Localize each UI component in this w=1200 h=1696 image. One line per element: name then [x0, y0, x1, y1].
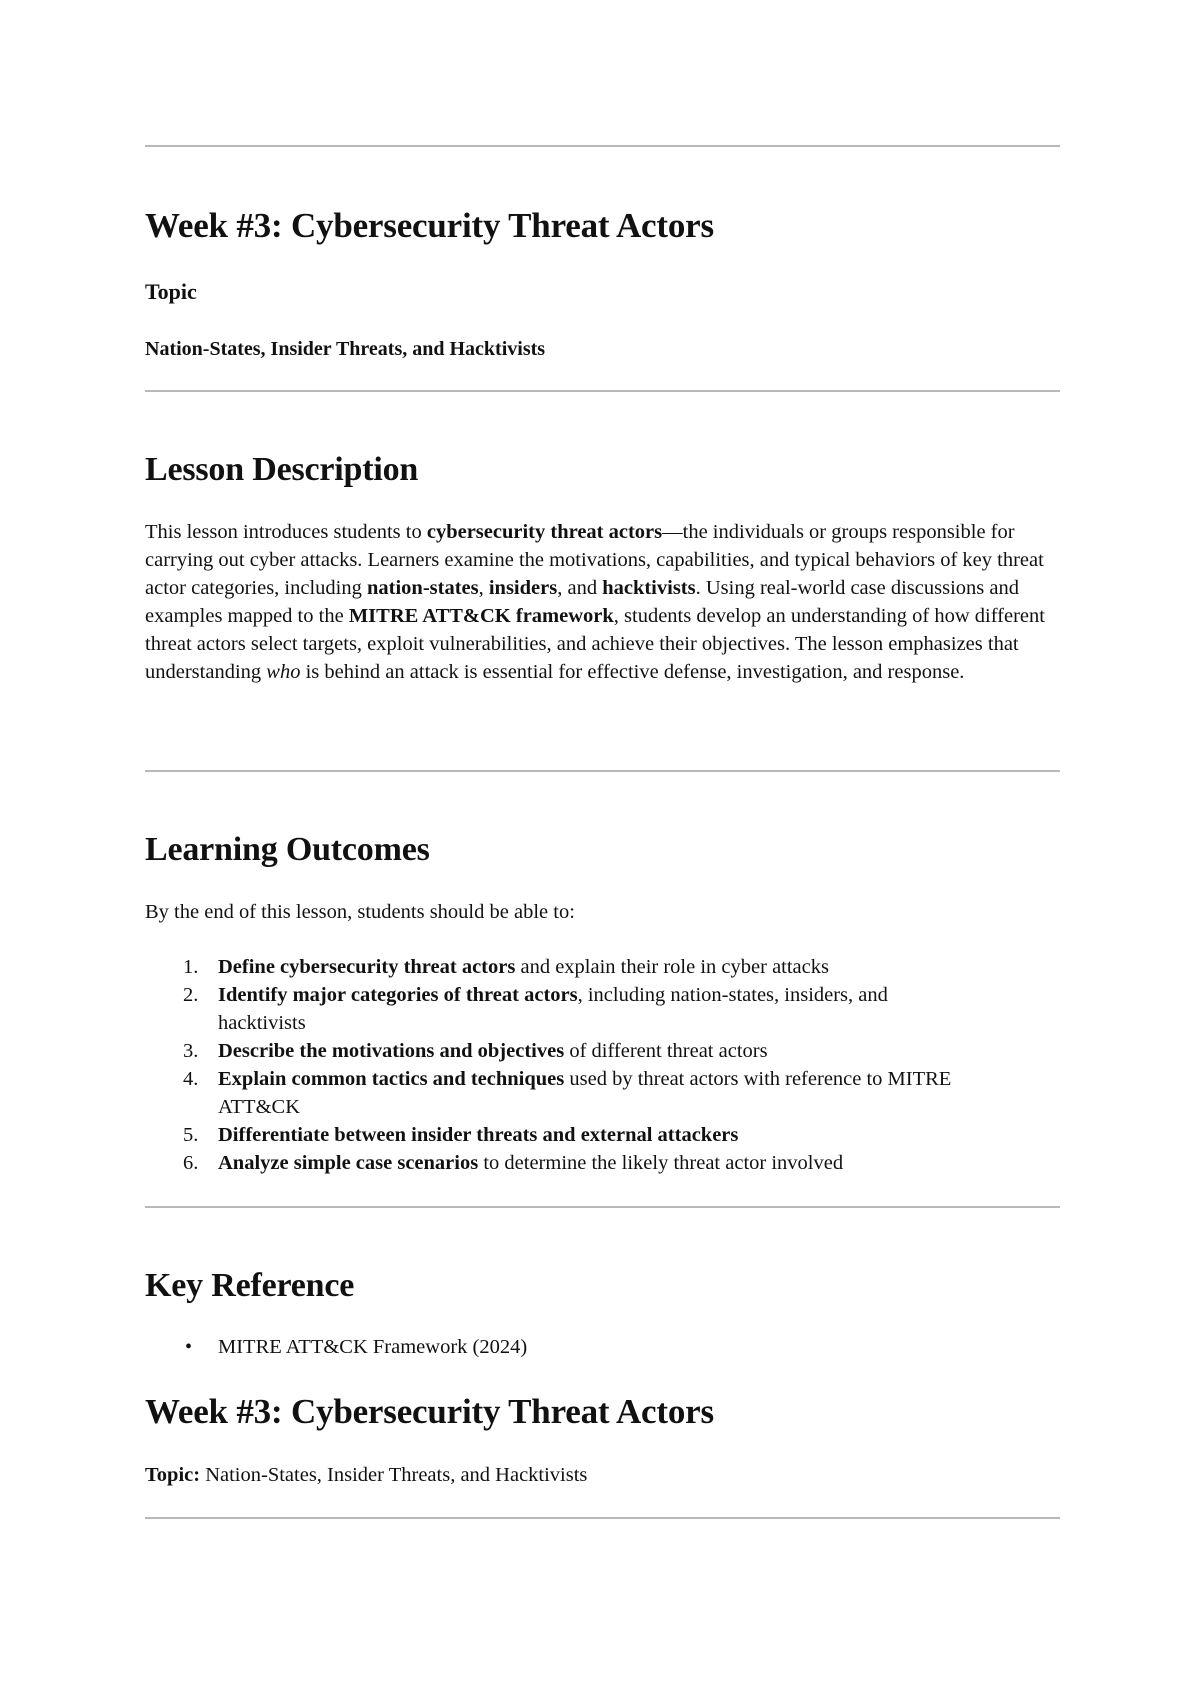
lesson-description-heading: Lesson Description	[145, 451, 419, 488]
topic-line-value: Nation-States, Insider Threats, and Hacktivists	[200, 1464, 588, 1486]
horizontal-rule	[145, 145, 1060, 147]
bold-term: MITRE ATT&CK framework	[348, 605, 614, 627]
topic-line	[145, 1461, 587, 1489]
text-run: . Using real-world case discussions and examples mapped to the	[145, 577, 1019, 627]
outcome-text: and explain their role in cyber attacks	[515, 956, 829, 978]
bold-term: nation-states	[367, 577, 479, 599]
bold-term: hacktivists	[602, 577, 696, 599]
bold-term: insiders	[488, 577, 558, 599]
week-title-repeat: Week #3: Cybersecurity Threat Actors	[145, 1392, 714, 1431]
list-number: 6.	[183, 1152, 199, 1174]
text-run: , and	[557, 577, 603, 599]
text-run: —the individuals or groups responsible for carrying out cyber attacks. Learners examine the motivations, capabilities, and typical behaviors of key threat actor categories, including	[145, 521, 1044, 599]
outcome-bold: Differentiate between insider threats and external attackers	[218, 1124, 739, 1146]
bold-term: cybersecurity threat actors	[426, 521, 663, 543]
list-item	[145, 981, 968, 1037]
outcome-text: to determine the likely threat actor involved	[478, 1152, 844, 1174]
outcome-text: of different threat actors	[564, 1040, 768, 1062]
key-reference-list	[145, 1333, 527, 1361]
lesson-description-text	[145, 518, 1065, 686]
topic-value: Nation-States, Insider Threats, and Hacktivists	[145, 338, 546, 360]
horizontal-rule	[145, 770, 1060, 772]
outcome-bold: Analyze simple case scenarios	[218, 1152, 479, 1174]
list-number: 1.	[183, 956, 199, 978]
topic-label: Topic:	[145, 1464, 201, 1486]
outcome-bold: Identify major categories of threat actors	[218, 984, 578, 1006]
list-item	[145, 1037, 968, 1065]
text-run: , students develop an understanding of how different threat actors select targets, exploit vulnerabilities, and achieve their objectives. The lesson emphasizes that understanding	[145, 605, 1045, 683]
list-number: 4.	[183, 1068, 199, 1090]
outcome-text: , including nation-states, insiders, and hacktivists	[218, 984, 888, 1034]
reference-text: MITRE ATT&CK Framework (2024)	[218, 1336, 528, 1358]
outcome-bold: Describe the motivations and objectives	[218, 1040, 565, 1062]
horizontal-rule	[145, 390, 1060, 392]
horizontal-rule	[145, 1206, 1060, 1208]
list-item	[145, 1149, 968, 1177]
text-run: This lesson introduces students to	[145, 521, 427, 543]
bullet-icon: •	[185, 1336, 193, 1358]
list-item	[145, 1333, 527, 1361]
text-run: is behind an attack is essential for effective defense, investigation, and response.	[300, 661, 965, 683]
list-item	[145, 1121, 968, 1149]
week-title: Week #3: Cybersecurity Threat Actors	[145, 206, 714, 245]
learning-outcomes-heading: Learning Outcomes	[145, 831, 430, 868]
horizontal-rule	[145, 1517, 1060, 1519]
list-number: 2.	[183, 984, 199, 1006]
text-run: ,	[478, 577, 489, 599]
key-reference-heading: Key Reference	[145, 1267, 355, 1304]
italic-term: who	[266, 661, 301, 683]
outcome-bold: Explain common tactics and techniques	[218, 1068, 565, 1090]
list-number: 5.	[183, 1124, 199, 1146]
list-item	[145, 953, 968, 981]
learning-outcomes-list	[145, 953, 1060, 1177]
outcome-bold: Define cybersecurity threat actors	[218, 956, 516, 978]
topic-heading: Topic	[145, 279, 197, 304]
learning-outcomes-intro: By the end of this lesson, students should be able to:	[145, 901, 575, 923]
outcome-text: used by threat actors with reference to MITRE ATT&CK	[218, 1068, 952, 1118]
list-item	[145, 1065, 968, 1121]
list-number: 3.	[183, 1040, 199, 1062]
